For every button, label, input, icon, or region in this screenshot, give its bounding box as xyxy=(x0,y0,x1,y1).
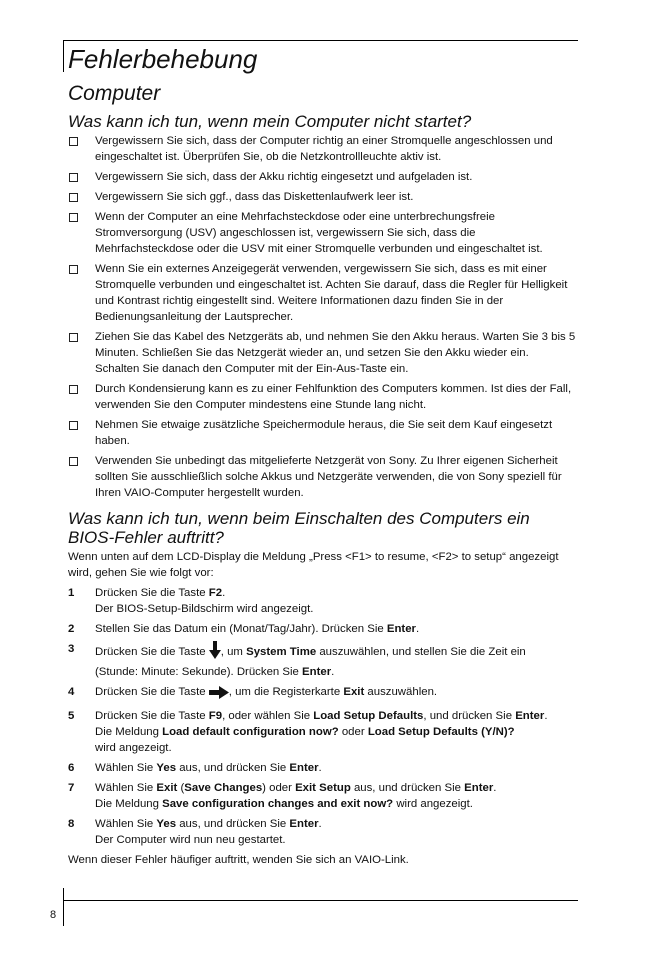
step-number: 1 xyxy=(68,587,75,599)
step-item: 7 Wählen Sie Exit (Save Changes) oder Exit Setup aus, und drücken Sie Enter. Die Meldung Save configuration changes and exit now? wird angezeigt. xyxy=(68,782,497,810)
checklist-item: Verwenden Sie unbedingt das mitgelieferte Netzgerät von Sony. Zu Ihrer eigenen Sicherheit sollten Sie ausschließlich solche Akkus und Netzgeräte verwenden, die von Sony speziell für Ihren VAIO-Computer hergestellt wurden. xyxy=(68,453,576,501)
checkbox-icon xyxy=(69,265,78,274)
step-item: 8 Wählen Sie Yes aus, und drücken Sie Enter. Der Computer wird nun neu gestartet. xyxy=(68,818,322,846)
section-title: Computer xyxy=(68,82,161,105)
step-number: 5 xyxy=(68,710,75,722)
step-item: 6 Wählen Sie Yes aus, und drücken Sie Enter. xyxy=(68,762,322,774)
checklist-item: Vergewissern Sie sich, dass der Akku richtig eingesetzt und aufgeladen ist. xyxy=(68,169,576,185)
step-number: 2 xyxy=(68,623,75,635)
step-item: 4 Drücken Sie die Taste , um die Registerkarte Exit auszuwählen. xyxy=(68,684,576,704)
page-title: Fehlerbehebung xyxy=(68,44,258,74)
step-number: 7 xyxy=(68,782,75,794)
checkbox-icon xyxy=(69,457,78,466)
bottom-rule xyxy=(63,900,578,901)
page-content xyxy=(68,42,576,872)
page-number: 8 xyxy=(50,909,57,921)
bios-intro: Wenn unten auf dem LCD-Display die Meldung „Press <F1> to resume, <F2> to setup“ angezeigt wird, gehen Sie wie folgt vor: xyxy=(68,551,559,579)
checklist-item: Vergewissern Sie sich ggf., dass das Diskettenlaufwerk leer ist. xyxy=(68,189,576,205)
checkbox-icon xyxy=(69,193,78,202)
checklist-item: Wenn Sie ein externes Anzeigegerät verwenden, vergewissern Sie sich, dass es mit einer Stromquelle verbunden und eingeschaltet ist. Achten Sie darauf, dass die Regler für Helligkeit und Kontrast richtig eingestellt sind. Weitere Informationen dazu finden Sie in der Bedienungsanleitung der Lautsprecher. xyxy=(68,261,576,325)
step-number: 3 xyxy=(68,643,75,655)
checklist-item: Ziehen Sie das Kabel des Netzgeräts ab, und nehmen Sie den Akku heraus. Warten Sie 3 bis 5 Minuten. Schließen Sie das Netzgerät wieder an, und setzen Sie den Akku wieder ein. Schalten Sie danach den Computer mit der Ein-Aus-Taste ein. xyxy=(68,329,576,377)
step-number: 8 xyxy=(68,818,75,830)
step-item: 1 Drücken Sie die Taste F2. Der BIOS-Setup-Bildschirm wird angezeigt. xyxy=(68,587,314,615)
checkbox-icon xyxy=(69,213,78,222)
checkbox-icon xyxy=(69,421,78,430)
question-heading-bios: Was kann ich tun, wenn beim Einschalten des Computers ein BIOS-Fehler auftritt? xyxy=(68,509,530,547)
checkbox-icon xyxy=(69,173,78,182)
bios-outro: Wenn dieser Fehler häufiger auftritt, wenden Sie sich an VAIO-Link. xyxy=(68,854,409,866)
step-item: 3 Drücken Sie die Taste , um System Time auszuwählen, und stellen Sie die Zeit ein (Stunde: Minute: Sekunde). Drücken Sie Enter. xyxy=(68,643,526,678)
step-list xyxy=(68,585,576,848)
checklist-item: Nehmen Sie etwaige zusätzliche Speichermodule heraus, die Sie seit dem Kauf eingesetzt haben. xyxy=(68,417,576,449)
checkbox-icon xyxy=(69,333,78,342)
question-heading-startup: Was kann ich tun, wenn mein Computer nicht startet? xyxy=(68,112,472,131)
step-number: 6 xyxy=(68,762,75,774)
checkbox-icon xyxy=(69,137,78,146)
step-number: 4 xyxy=(68,686,75,698)
step-item: 5 Drücken Sie die Taste F9, oder wählen Sie Load Setup Defaults, und drücken Sie Enter. Die Meldung Load default configuration now? oder Load Setup Defaults (Y/N)? wird angezeigt. xyxy=(68,710,548,754)
step-item: 2 Stellen Sie das Datum ein (Monat/Tag/Jahr). Drücken Sie Enter. xyxy=(68,623,420,635)
top-margin-line xyxy=(63,41,64,72)
checklist-item: Durch Kondensierung kann es zu einer Fehlfunktion des Computers kommen. Ist dies der Fall, verwenden Sie den Computer mindestens eine Stunde lang nicht. xyxy=(68,381,576,413)
checklist-item: Wenn der Computer an eine Mehrfachsteckdose oder eine unterbrechungsfreie Stromversorgung (USV) angeschlossen ist, vergewissern Sie sich, dass die Mehrfachsteckdose oder die USV mit einer Stromquelle verbunden und eingeschaltet ist. xyxy=(68,209,576,257)
checkbox-icon xyxy=(69,385,78,394)
checklist-item: Vergewissern Sie sich, dass der Computer richtig an einer Stromquelle angeschlossen und eingeschaltet ist. Überprüfen Sie, ob die Netzkontrollleuchte aktiv ist. xyxy=(68,133,576,165)
down-arrow-key-icon xyxy=(209,641,221,664)
right-arrow-key-icon xyxy=(209,686,229,704)
top-rule xyxy=(63,40,578,41)
checklist xyxy=(68,133,576,501)
bottom-margin-line xyxy=(63,888,64,926)
